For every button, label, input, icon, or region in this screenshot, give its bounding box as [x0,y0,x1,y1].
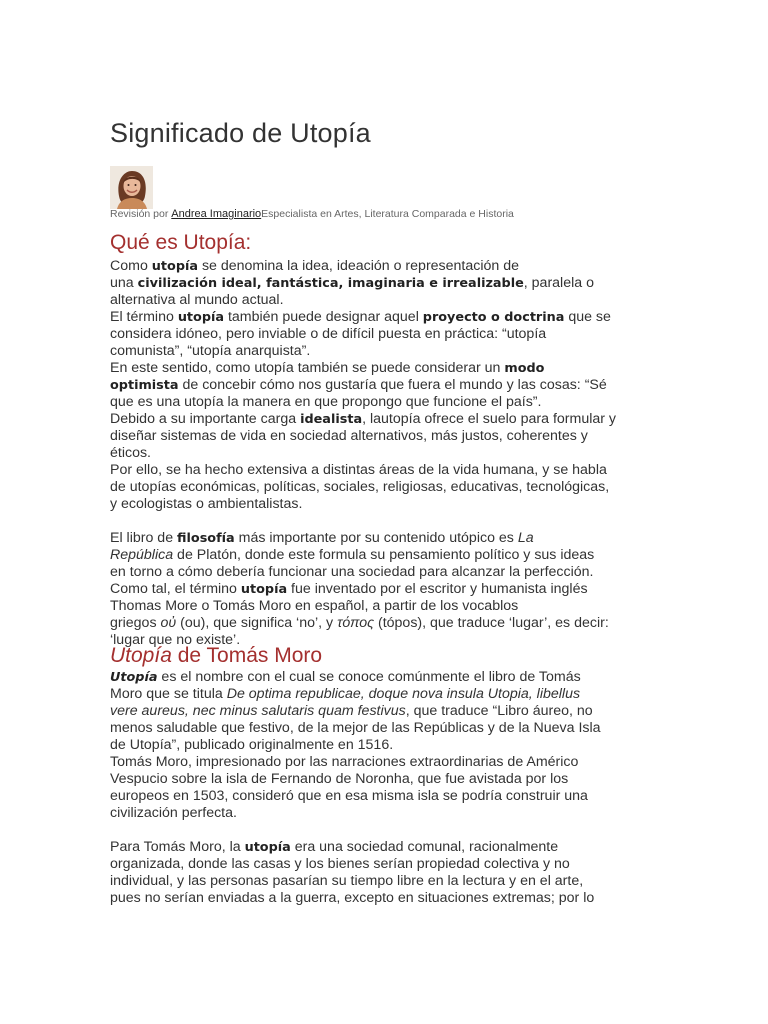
text-run: de Platón, donde este formula su pensamiento político y sus ideas [173,547,595,563]
paragraph-line: civilización perfecta. [110,805,237,821]
text-run: modo [504,361,545,376]
paragraph-line [110,615,660,632]
text-run: El término [110,309,178,325]
author-link[interactable]: Andrea Imaginario [171,208,262,220]
text-run: Moro que se titula [110,686,227,702]
page-title: Significado de Utopía [110,118,371,148]
text-run: Para Tomás Moro, la [110,839,245,855]
paragraph-line: en torno a cómo debería funcionar una sociedad para alcanzar la perfección. [110,564,594,580]
text-run: proyecto o doctrina [422,310,565,325]
text-run: El libro de [110,530,178,546]
text-run: fue inventado por el escritor y humanista inglés [287,581,588,597]
paragraph-line [110,669,660,686]
review-byline [110,208,514,220]
text-run: más importante por su contenido utópico es [234,530,518,546]
text-run: τόπος [337,615,375,631]
text-run: griegos [110,615,161,631]
text-run: idealista [300,412,363,427]
section-body-definition [110,258,660,649]
paragraph-line: europeos en 1503, consideró que en esa misma isla se podría construir una [110,788,588,804]
paragraph-line [110,411,660,428]
text-run: utopía [244,840,291,855]
text-run: una [110,275,138,291]
text-run: se denomina la idea, ideación o representación de [198,258,520,274]
section-heading-que-es-utopia: Qué es Utopía: [110,231,252,254]
paragraph-line: Vespucio sobre la isla de Fernando de Noronha, que fue avistada por los [110,771,569,787]
text-run: vere aureus, nec minus salutaris quam festivus [110,703,406,719]
paragraph-line: ‘lugar que no existe’. [110,632,241,648]
paragraph-line: y ecologistas o ambientalistas. [110,496,303,512]
section-body-tomas-moro [110,669,660,907]
text-run: , que traduce “Libro áureo, no [405,703,593,719]
text-run: filosofía [177,531,235,546]
text-run: de concebir cómo nos gustaría que fuera el mundo y las cosas: “Sé [178,377,607,393]
text-run: , paralela o [523,275,594,291]
text-run: , lautopía ofrece el suelo para formular y [362,411,617,427]
review-prefix: Revisión por [110,208,172,220]
text-run: La [517,530,534,546]
paragraph-line [110,530,660,547]
text-run: es el nombre con el cual se conoce comúnmente el libro de Tomás [157,669,581,685]
author-photo-icon [110,166,153,209]
paragraph-line [110,258,660,275]
paragraph-line: éticos. [110,445,152,461]
paragraph-line [110,377,660,394]
text-run: οὐ [160,615,177,631]
text-run: De optima republicae, doque nova insula Utopia, libellus [226,686,581,702]
text-run [110,670,157,685]
paragraph-line: diseñar sistemas de vida en sociedad alternativos, más justos, coherentes y [110,428,588,444]
paragraph-line [110,703,660,720]
paragraph-line [110,275,660,292]
paragraph-line: Tomás Moro, impresionado por las narraciones extraordinarias de Américo [110,754,579,770]
text-run: de Tomás Moro [171,644,323,667]
paragraph-line: organizada, donde las casas y los bienes serían propiedad colectiva y no [110,856,570,872]
section-heading-utopia-tomas-moro [110,644,322,668]
text-run: Utopía [110,670,158,685]
paragraph-line [110,309,660,326]
text-run: utopía [240,582,288,597]
text-run: utopía [151,259,198,274]
paragraph-line: pues no serían enviadas a la guerra, excepto en situaciones extremas; por lo [110,890,595,906]
text-run: (tópos), que traduce ‘lugar’, es decir: [374,615,609,631]
paragraph-line: de Utopía”, publicado originalmente en 1516. [110,737,394,753]
text-run: (ou), que significa ‘no’, y [176,615,338,631]
paragraph-line [110,686,660,703]
text-run: también puede designar aquel [224,309,423,325]
paragraph-line [110,547,660,564]
text-run: República [110,547,174,563]
paragraph-line [110,581,660,598]
paragraph-line [110,839,660,856]
text-run: Como [110,258,152,274]
text-run: En este sentido, como utopía también se puede considerar un [110,360,505,376]
text-run: Como tal, el término [110,581,241,597]
paragraph-line: comunista”, “utopía anarquista”. [110,343,311,359]
paragraph-line: Por ello, se ha hecho extensiva a distintas áreas de la vida humana, y se habla [110,462,607,478]
paragraph-line: que es una utopía la manera en que propongo que funcione el país”. [110,394,542,410]
paragraph-line: individual, y las personas pasarían su tiempo libre en la lectura y en el arte, [110,873,584,889]
text-run: civilización ideal, fantástica, imaginaria e irrealizable [137,276,524,291]
text-run: que se [564,309,611,325]
paragraph-line: alternativa al mundo actual. [110,292,284,308]
text-run: optimista [110,378,179,393]
text-run: Utopía [110,644,172,667]
paragraph-line [110,360,660,377]
text-run: utopía [177,310,225,325]
text-run: Debido a su importante carga [110,411,301,427]
author-role: Especialista en Artes, Literatura Comparada e Historia [261,208,514,220]
paragraph-line: Thomas More o Tomás Moro en español, a partir de los vocablos [110,598,519,614]
paragraph-line: considera idóneo, pero inviable o de difícil puesta en práctica: “utopía [110,326,547,342]
paragraph-line: menos saludable que festivo, de la mejor de las Repúblicas y de la Nueva Isla [110,720,601,736]
text-run: era una sociedad comunal, racionalmente [290,839,559,855]
author-avatar [110,166,153,209]
paragraph-line: de utopías económicas, políticas, sociales, religiosas, educativas, tecnológicas, [110,479,610,495]
